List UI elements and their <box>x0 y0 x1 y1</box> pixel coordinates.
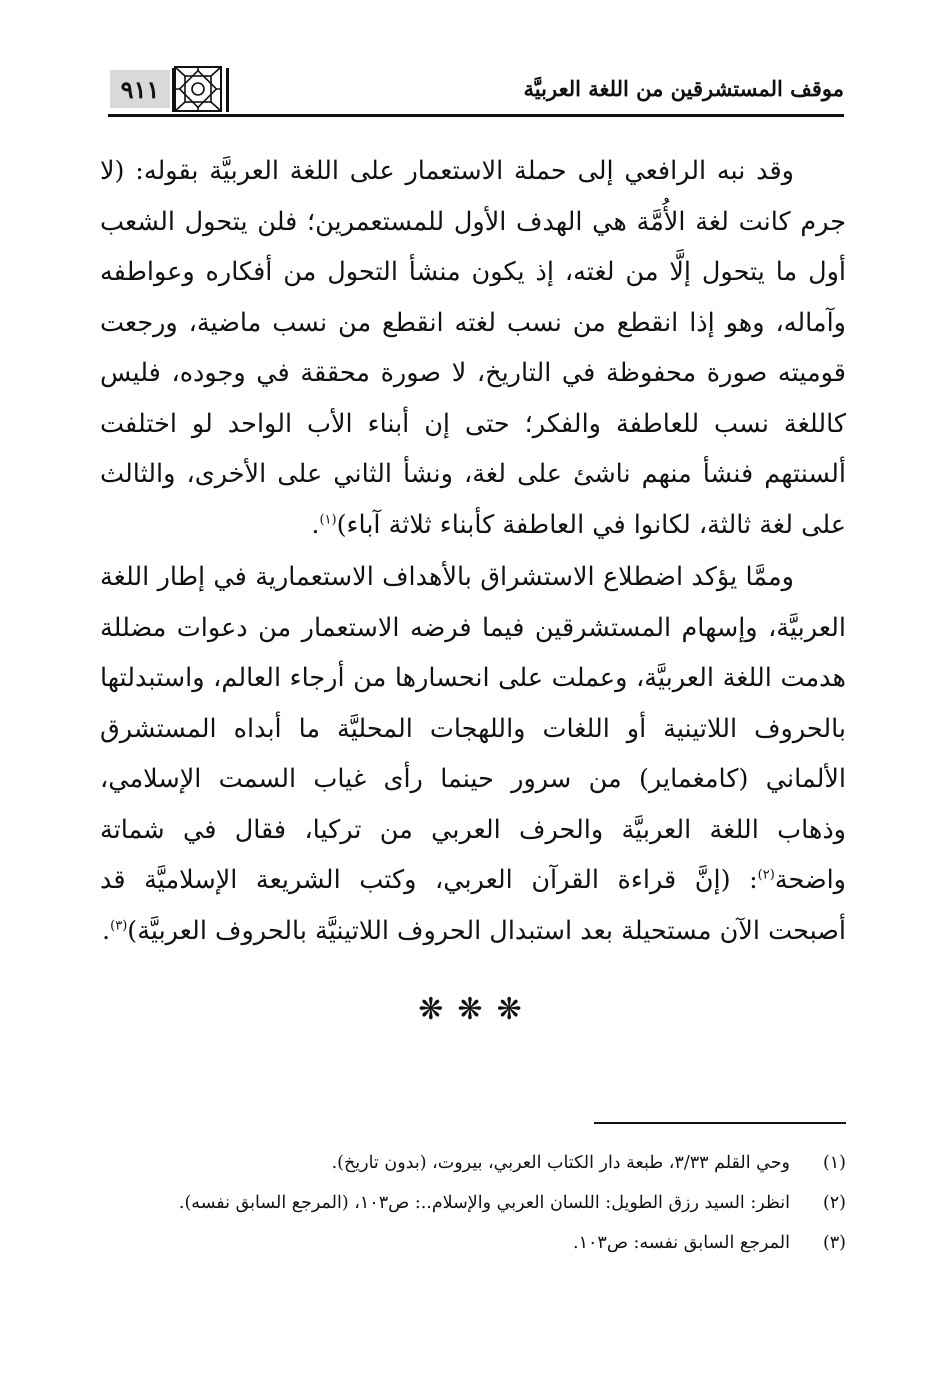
footnote-text: وحي القلم ٣/٣٣، طبعة دار الكتاب العربي، بيروت، (بدون تاريخ). <box>331 1153 790 1173</box>
star-ornament-icon: ❋ <box>457 992 483 1027</box>
section-separator <box>400 990 540 1030</box>
star-ornament-icon: ❋ <box>418 992 444 1027</box>
footnote-number: (٣) <box>822 1233 846 1253</box>
header-rule <box>108 114 844 117</box>
page-number: ٩١١ <box>110 70 170 108</box>
paragraph <box>100 552 846 956</box>
footnote-ref[interactable]: (٢) <box>757 867 775 883</box>
footnote-ref[interactable]: (١) <box>319 512 337 527</box>
header-divider <box>226 68 229 112</box>
footnote <box>104 1223 846 1263</box>
running-title: موقف المستشرقين من اللغة العربيَّة <box>523 76 844 101</box>
footnote-number: (٢) <box>822 1193 846 1213</box>
main-text <box>100 146 846 956</box>
footnote-number: (١) <box>822 1153 846 1173</box>
paragraph-end: . <box>311 509 320 540</box>
footnote-ref[interactable]: (٣) <box>110 918 128 933</box>
star-ornament-icon: ❋ <box>496 992 522 1027</box>
arabesque-ornament-icon <box>174 66 222 112</box>
footnote-rule <box>594 1122 846 1124</box>
footnote-text: انظر: السيد رزق الطويل: اللسان العربي والإسلام..: ص١٠٣، (المرجع السابق نفسه). <box>178 1193 790 1213</box>
paragraph-text: وقد نبه الرافعي إلى حملة الاستعمار على اللغة العربيَّة بقوله: (لا جرم كانت لغة الأُمَّة هي الهدف الأول للمستعمرين؛ فلن يتحول الشعب أول ما يتحول إلَّا من لغته، إذ يكون منشأ التحول من أفكاره وعواطفه وآماله، وهو إذا انقطع من نسب لغته انقطع من نسب ماضية، ورجعت قوميته صورة محفوظة في التاريخ، لا صورة محققة في وجوده، فليس كاللغة نسب للعاطفة والفكر؛ حتى إن أبناء الأب الواحد لو اختلفت ألسنتهم فنشأ منهم ناشئ على لغة، ونشأ الثاني على الأخرى، والثالث على لغة ثالثة، لكانوا في العاطفة كأبناء ثلاثة آباء) <box>100 156 846 540</box>
footnote-text: المرجع السابق نفسه: ص١٠٣. <box>573 1233 790 1253</box>
paragraph-text: وممَّا يؤكد اضطلاع الاستشراق بالأهداف الاستعمارية في إطار اللغة العربيَّة، وإسهام المستشرقين فيما فرضه الاستعمار من دعوات مضللة هدمت اللغة العربيَّة، وعملت على انحسارها من أرجاء العالم، واستبدلتها بالحروف اللاتينية أو اللغات واللهجات المحليَّة ما أبداه المستشرق الألماني (كامغماير) من سرور حينما رأى غياب السمت الإسلامي، وذهاب اللغة العربيَّة والحرف العربي من تركيا، فقال في شماتة واضحة <box>100 562 846 895</box>
footnote <box>104 1143 846 1183</box>
paragraph <box>100 146 846 550</box>
paragraph-end: . <box>102 915 111 946</box>
paragraph-text: : (إنَّ قراءة القرآن العربي، وكتب الشريعة الإسلاميَّة قد أصبحت الآن مستحيلة بعد استبدال الحروف اللاتينيَّة بالحروف العربيَّة) <box>100 865 846 946</box>
footnote <box>104 1183 846 1223</box>
footnotes <box>104 1143 846 1263</box>
page-header <box>108 62 844 120</box>
